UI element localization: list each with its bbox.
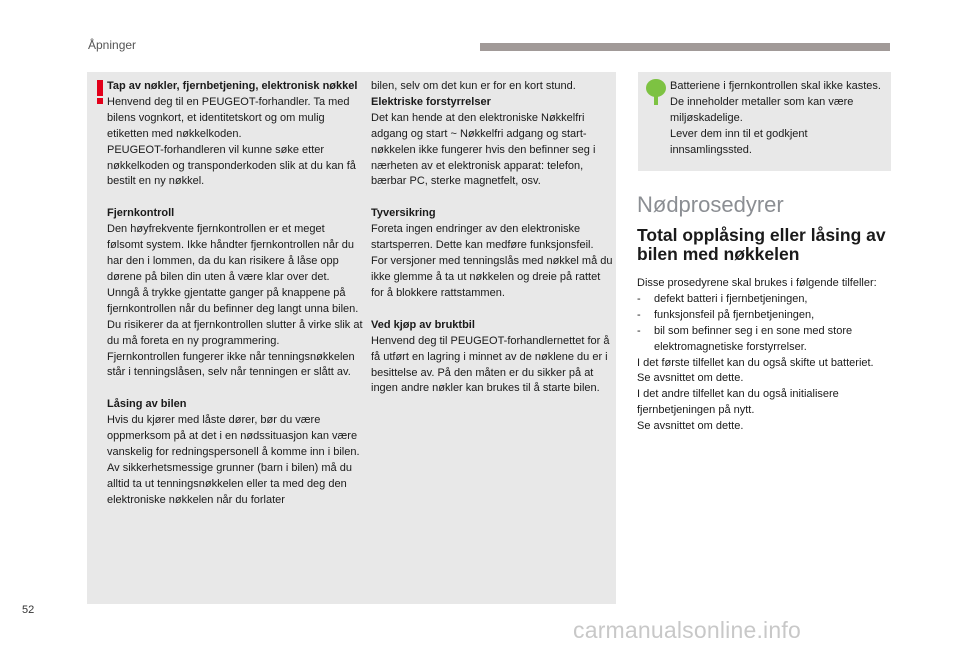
warning-paragraph: PEUGEOT-forhandleren vil kunne søke etter nøkkelkoden og transponderkoden slik at du kan få bestilt en ny nøkkel. bbox=[107, 143, 356, 188]
warning-subheading: Låsing av bilen bbox=[107, 398, 187, 411]
paragraph-gap bbox=[371, 302, 615, 318]
tree-icon bbox=[645, 79, 667, 105]
list-marker: - bbox=[637, 308, 641, 321]
environment-note bbox=[670, 79, 886, 159]
warning-paragraph: Fjernkontrollen fungerer ikke når tenningsnøkkelen står i tenningslåsen, selv når tenningen er slått av. bbox=[107, 350, 355, 379]
warning-paragraph: Av sikkerhetsmessige grunner (barn i bilen) må du alltid ta ut tenningsnøkkelen eller ta med deg den elektroniske nøkkelen når du forlater bbox=[107, 461, 352, 506]
warning-paragraph: bilen, selv om det kun er for en kort stund. bbox=[371, 80, 576, 92]
list-item bbox=[637, 308, 891, 324]
page-number: 52 bbox=[22, 604, 35, 616]
section-subheading: Total opplåsing eller låsing av bilen med nøkkelen bbox=[637, 225, 886, 264]
environment-note-line: Batteriene i fjernkontrollen skal ikke kastes. De inneholder metaller som kan være miljøskadelige. bbox=[670, 80, 881, 124]
warning-subheading: Tap av nøkler, fjernbetjening, elektronisk nøkkel bbox=[107, 80, 358, 92]
warning-paragraph: Den høyfrekvente fjernkontrollen er et meget følsomt system. Ikke håndter fjernkontrollen når du har den i lommen, da du kan risikere å låse opp dørene på bilen din uten å være klar over det. bbox=[107, 223, 354, 283]
section-paragraph: I det første tilfellet kan du også skifte ut batteriet. bbox=[637, 356, 874, 369]
list-item-text: funksjonsfeil på fjernbetjeningen, bbox=[654, 308, 815, 321]
warning-column-2 bbox=[371, 79, 615, 397]
list-item bbox=[637, 324, 891, 356]
warning-paragraph: Hvis du kjører med låste dører, bør du være oppmerksom på at det i en nødssituasjon kan være vanskelig for redningspersonell å komme inn i bilen. bbox=[107, 414, 360, 459]
warning-paragraph: Unngå å trykke gjentatte ganger på knappene på fjernkontrollen når du befinner deg langt unna bilen. Du risikerer da at fjernkontrollen slutter å virke slik at du må foreta en ny programmering. bbox=[107, 286, 363, 347]
section-paragraph: Se avsnittet om dette. bbox=[637, 372, 744, 385]
section-paragraph: I det andre tilfellet kan du også initialisere fjernbetjeningen på nytt. bbox=[637, 388, 839, 417]
warning-paragraph: Det kan hende at den elektroniske Nøkkelfri adgang og start ~ Nøkkelfri adgang og start-nøkkelen ikke fungerer hvis den befinner seg i nærheten av et elektronisk apparat: telefon, bærbar PC, sterke magnetfelt, osv. bbox=[371, 111, 596, 188]
section-body bbox=[637, 276, 891, 435]
list-item-text: defekt batteri i fjernbetjeningen, bbox=[654, 292, 808, 305]
warning-column-1 bbox=[107, 79, 363, 509]
environment-note-line: Lever dem inn til et godkjent innsamlingssted. bbox=[670, 127, 808, 156]
warning-paragraph: Henvend deg til en PEUGEOT-forhandler. Ta med bilens vognkort, et identitetskort og om mulig etiketten med nøkkelkoden. bbox=[107, 95, 350, 140]
warning-paragraph: Foreta ingen endringer av den elektroniske startsperren. Dette kan medføre funksjonsfeil. bbox=[371, 223, 594, 252]
section-title: Åpninger bbox=[88, 38, 137, 52]
warning-paragraph: For versjoner med tenningslås med nøkkel må du ikke glemme å ta ut nøkkelen og dreie på rattet for å blokkere rattstammen. bbox=[371, 255, 613, 299]
warning-subheading: Tyversikring bbox=[371, 207, 436, 220]
warning-icon bbox=[93, 80, 107, 104]
warning-subheading: Fjernkontroll bbox=[107, 207, 175, 220]
warning-paragraph: Henvend deg til PEUGEOT-forhandlernettet for å få utført en lagring i minnet av de nøklene du er i besittelse av. På den måten er du sikker på at ingen andre nøkler kan brukes til å starte bilen. bbox=[371, 334, 610, 395]
list-marker: - bbox=[637, 324, 641, 337]
section-intro: Disse prosedyrene skal brukes i følgende tilfeller: bbox=[637, 277, 877, 289]
section-bar bbox=[480, 43, 890, 51]
watermark: carmanualsonline.info bbox=[573, 617, 801, 643]
list-marker: - bbox=[637, 292, 641, 305]
paragraph-gap bbox=[107, 381, 363, 397]
list-item bbox=[637, 292, 891, 308]
paragraph-gap bbox=[107, 190, 363, 206]
section-heading: Nødprosedyrer bbox=[637, 192, 784, 217]
warning-subheading: Ved kjøp av bruktbil bbox=[371, 318, 475, 331]
list-item-text: bil som befinner seg i en sone med store elektromagnetiske forstyrrelser. bbox=[654, 324, 853, 353]
warning-subheading: Elektriske forstyrrelser bbox=[371, 95, 491, 108]
paragraph-gap bbox=[371, 190, 615, 206]
section-paragraph: Se avsnittet om dette. bbox=[637, 420, 744, 433]
